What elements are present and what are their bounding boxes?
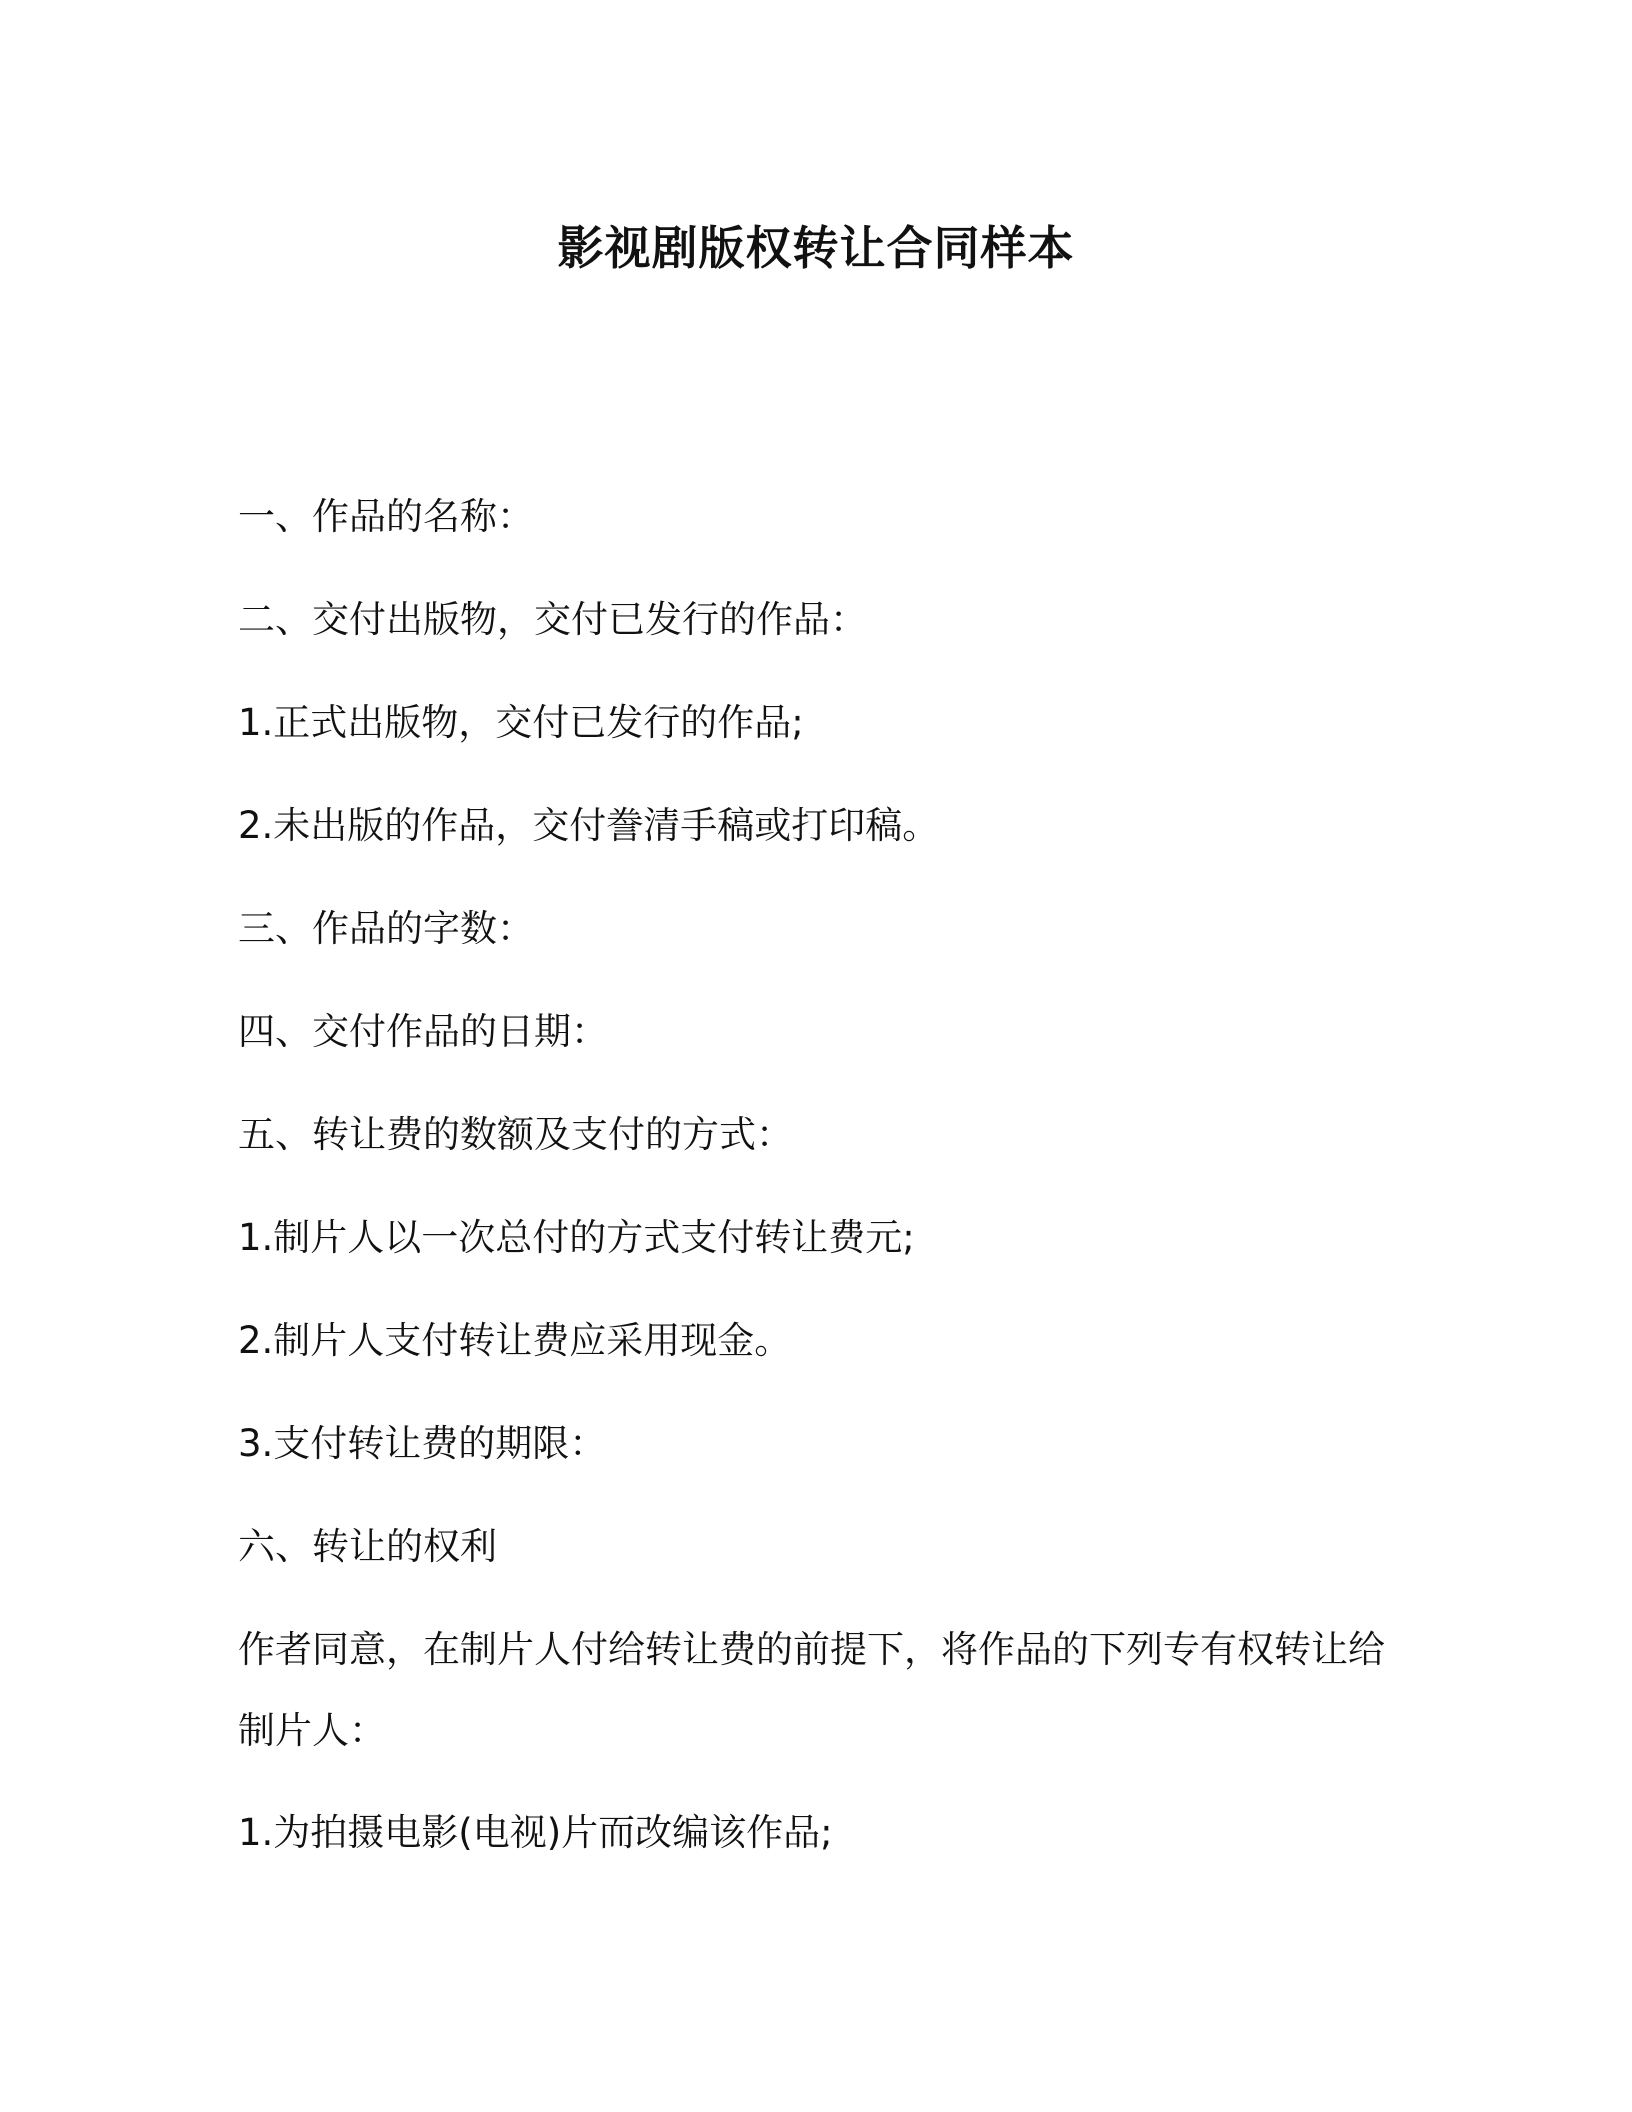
section-6-rights: 六、转让的权利: [238, 1525, 497, 1568]
section-1-work-name: 一、作品的名称：: [238, 495, 534, 538]
section-5-payment: 五、转让费的数额及支付的方式：: [238, 1113, 793, 1156]
section-6-item-1: 1.为拍摄电影(电视)片而改编该作品;: [238, 1811, 833, 1854]
section-4-delivery-date: 四、交付作品的日期：: [238, 1010, 608, 1053]
section-5-item-2: 2.制片人支付转让费应采用现金。: [238, 1319, 792, 1362]
section-6-agreement: 作者同意，在制片人付给转让费的前提下，将作品的下列专有权转让给制片人：: [238, 1628, 1385, 1752]
document-title: 影视剧版权转让合同样本: [557, 221, 1075, 275]
section-5-item-3: 3.支付转让费的期限：: [238, 1422, 607, 1465]
section-2-item-1: 1.正式出版物，交付已发行的作品;: [238, 701, 804, 744]
section-5-item-1: 1.制片人以一次总付的方式支付转让费元;: [238, 1216, 915, 1259]
section-3-word-count: 三、作品的字数：: [238, 907, 534, 950]
document-body: [238, 492, 1398, 1911]
section-2-delivery: 二、交付出版物，交付已发行的作品：: [238, 598, 867, 641]
section-2-item-2: 2.未出版的作品，交付誊清手稿或打印稿。: [238, 804, 940, 847]
